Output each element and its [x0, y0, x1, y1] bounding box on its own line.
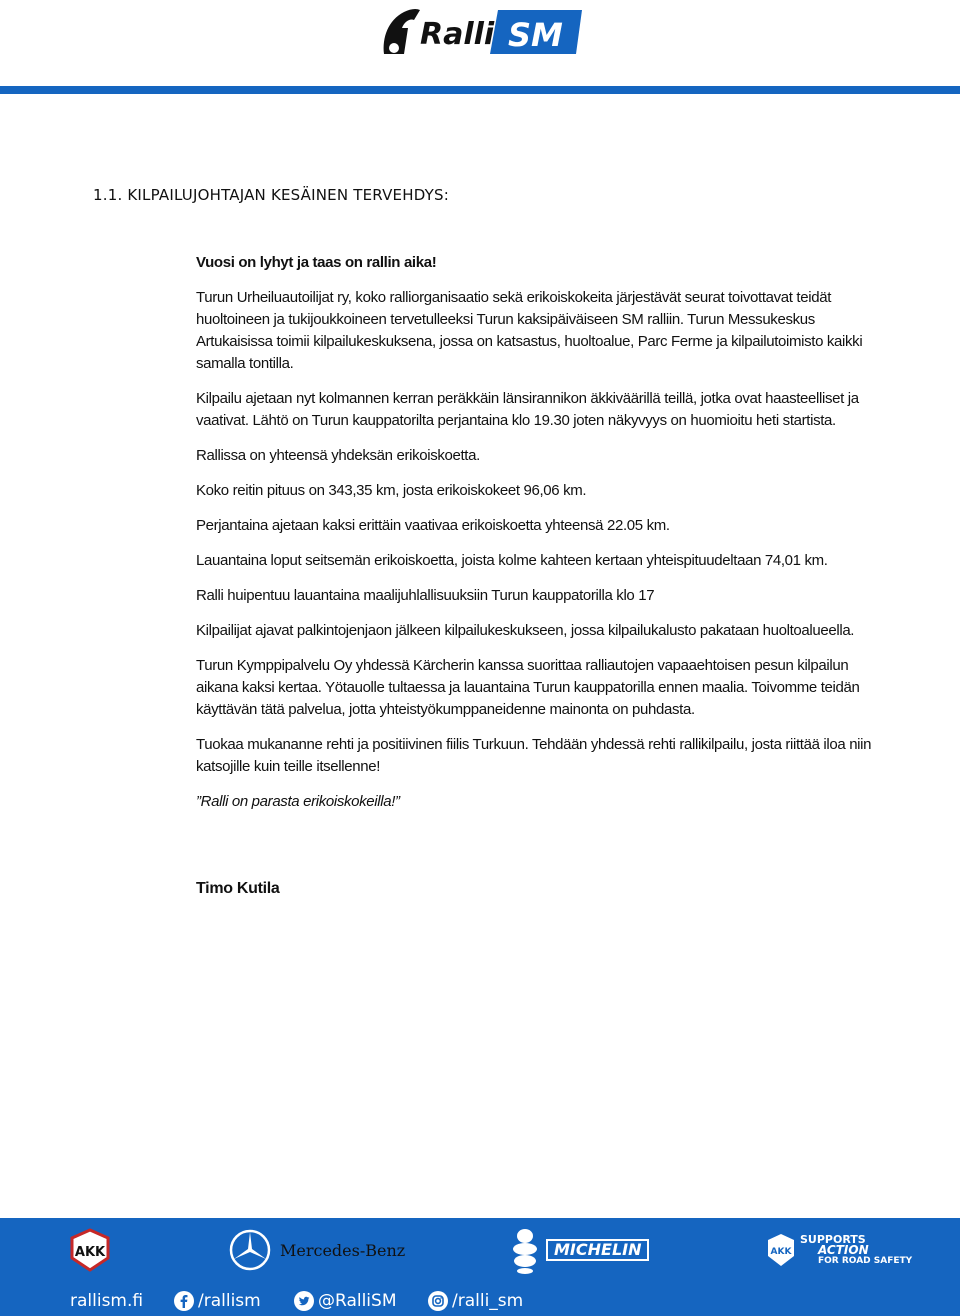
page-footer — [0, 1218, 960, 1316]
paragraph: Turun Kymppipalvelu Oy yhdessä Kärcherin kanssa suorittaa ralliautojen vapaaehtoisen pesun kilpailun aikana kaksi kertaa. Yötauolle tultaessa ja lauantaina Turun kauppatorilla ennen maalia. Toivomme teidän käyttävän tätä palvelua, jotta yhteistyökumppaneidenne mainonta on puhdasta. — [196, 657, 860, 718]
facebook-label: /rallism — [198, 1291, 261, 1311]
twitter-link[interactable] — [294, 1288, 396, 1314]
paragraph: Turun Urheiluautoilijat ry, koko ralliorganisaatio sekä erikoiskokeita järjestävät seurat toivottavat teidät huoltoineen ja tukijoukkoineen tervetulleeksi Turun kaksipäiväiseen SM ralliin. Turun Messukeskus Artukaisissa toimii kilpailukeskuksena, jossa on katsastus, huoltoalue, Parc Ferme ja kilpailutoimisto kaikki samalla tontilla. — [196, 289, 863, 372]
paragraph: Koko reitin pituus on 343,35 km, josta erikoiskokeet 96,06 km. — [196, 482, 587, 499]
paragraph: Tuokaa mukananne rehti ja positiivinen fiilis Turkuun. Tehdään yhdessä rehti rallikilpailu, josta riittää iloa niin katsojille kuin teille itsellenne! — [196, 736, 872, 775]
paragraph: Kilpailu ajetaan nyt kolmannen kerran peräkkäin länsirannikon äkkiväärillä teillä, jotka ovat haasteelliset ja vaativat. Lähtö on Turun kauppatorilta perjantaina klo 19.30 joten näkyvyys on huomioitu heti startista. — [196, 390, 859, 429]
road-safety-logo — [766, 1224, 912, 1276]
document-body — [196, 252, 886, 813]
mercedes-benz-label: Mercedes-Benz — [280, 1240, 406, 1260]
logo-word-ralli: Ralli — [420, 17, 495, 52]
lead-sentence: Vuosi on lyhyt ja taas on rallin aika! — [196, 254, 437, 271]
logo-word-sm: SM — [508, 16, 563, 54]
instagram-label: /ralli_sm — [452, 1291, 524, 1311]
akk-logo — [68, 1224, 112, 1276]
supports-label: SUPPORTS — [800, 1232, 866, 1246]
facebook-icon — [174, 1291, 194, 1311]
facebook-link[interactable] — [174, 1288, 261, 1314]
twitter-label: @RalliSM — [318, 1291, 397, 1311]
website-label: rallism.fi — [70, 1291, 144, 1311]
paragraph: Ralli huipentuu lauantaina maalijuhlallisuuksiin Turun kauppatorilla klo 17 — [196, 587, 655, 604]
signature-name: Timo Kutila — [196, 880, 280, 897]
michelin-label: MICHELIN — [548, 1241, 647, 1259]
akk-small-label: AKK — [770, 1247, 792, 1257]
section-heading: 1.1. KILPAILUJOHTAJAN KESÄINEN TERVEHDYS: — [93, 186, 449, 204]
header-rule — [0, 86, 960, 94]
sponsor-strip — [0, 1218, 960, 1282]
akk-badge-icon — [68, 1228, 112, 1272]
website-link[interactable] — [70, 1288, 143, 1314]
ralli-sm-logo — [380, 4, 585, 60]
paragraph: Rallissa on yhteensä yhdeksän erikoiskoetta. — [196, 447, 480, 464]
mercedes-star-icon — [228, 1228, 272, 1272]
twitter-icon — [294, 1291, 314, 1311]
mercedes-benz-logo — [228, 1224, 405, 1276]
bibendum-icon — [508, 1226, 542, 1274]
paragraph: Perjantaina ajetaan kaksi erittäin vaativaa erikoiskoetta yhteensä 22.05 km. — [196, 517, 670, 534]
instagram-icon — [428, 1291, 448, 1311]
page-header — [0, 0, 960, 96]
action-label: ACTION — [818, 1242, 869, 1257]
footer-links — [0, 1288, 960, 1316]
akk-small-badge-icon — [766, 1232, 796, 1268]
instagram-link[interactable] — [428, 1288, 523, 1314]
paragraph: Lauantaina loput seitsemän erikoiskoetta, joista kolme kahteen kertaan yhteispituudeltaan 74,01 km. — [196, 552, 828, 569]
paragraph: Kilpailijat ajavat palkintojenjaon jälkeen kilpailukeskukseen, jossa kilpailukalusto pakataan huoltoalueella. — [196, 622, 855, 639]
closing-quote: ”Ralli on parasta erikoiskokeilla!” — [196, 793, 400, 810]
akk-label: AKK — [74, 1245, 106, 1260]
road-safety-label: FOR ROAD SAFETY — [818, 1255, 913, 1266]
michelin-logo — [508, 1224, 649, 1276]
